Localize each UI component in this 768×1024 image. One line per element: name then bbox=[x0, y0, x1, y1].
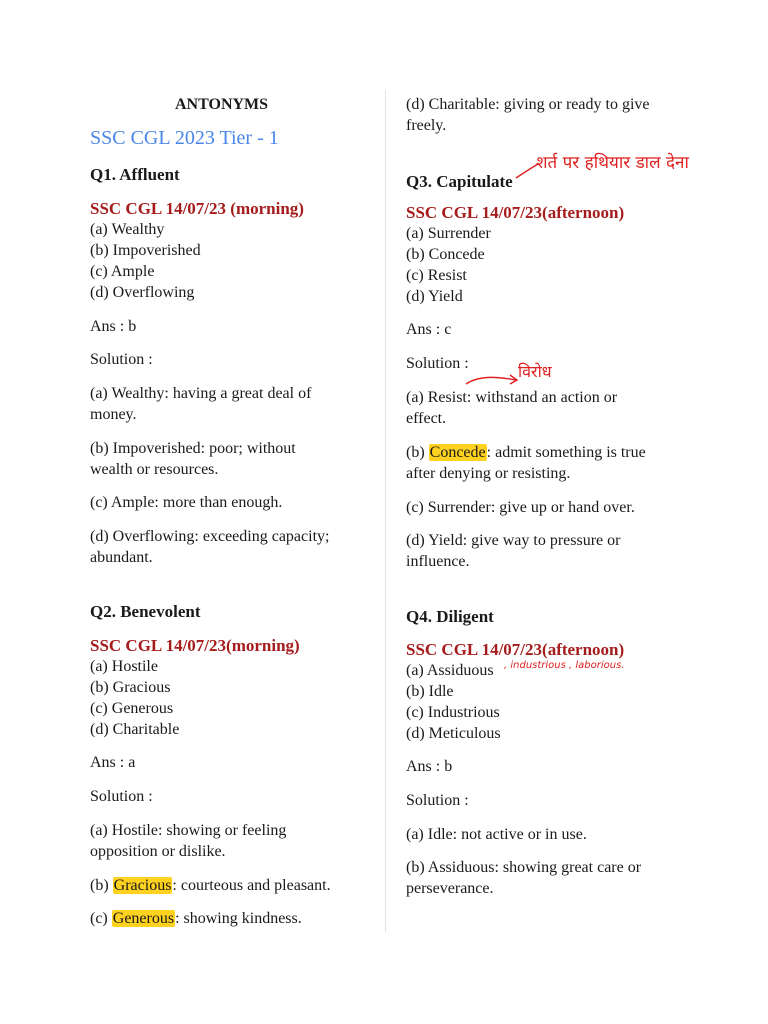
q1-solution-label: Solution : bbox=[90, 351, 153, 368]
q3-solution-d-cont: influence. bbox=[406, 553, 470, 570]
q4-heading: Q4. Diligent bbox=[406, 607, 494, 626]
q3-solution-d: (d) Yield: give way to pressure or bbox=[406, 532, 621, 549]
q1-solution-c: (c) Ample: more than enough. bbox=[90, 494, 283, 511]
q2-solution-a: (a) Hostile: showing or feeling bbox=[90, 822, 287, 839]
handwritten-arrow-icon bbox=[464, 368, 522, 388]
q4-answer: Ans : b bbox=[406, 758, 453, 775]
q4-source: SSC CGL 14/07/23(afternoon) bbox=[406, 640, 625, 659]
q4-option-b: (b) Idle bbox=[406, 683, 454, 700]
q2-option-b: (b) Gracious bbox=[90, 679, 171, 696]
q2-solution-b bbox=[90, 875, 331, 896]
q2-solution-d-cont: freely. bbox=[406, 117, 447, 134]
highlight-generous: Generous bbox=[112, 910, 175, 927]
q2-option-c: (c) Generous bbox=[90, 700, 174, 717]
highlight-gracious: Gracious bbox=[113, 877, 172, 894]
q4-option-a: (a) Assiduous bbox=[406, 662, 494, 679]
q4-solution-b-cont: perseverance. bbox=[406, 880, 494, 897]
q2-solution-c-prefix: (c) bbox=[90, 910, 112, 927]
q4-solution-label: Solution : bbox=[406, 792, 469, 809]
q1-solution-a: (a) Wealthy: having a great deal of bbox=[90, 385, 312, 402]
q1-solution-b: (b) Impoverished: poor; without bbox=[90, 440, 296, 457]
q2-solution-b-text: : courteous and pleasant. bbox=[172, 877, 331, 894]
q1-option-b: (b) Impoverished bbox=[90, 242, 201, 259]
q2-answer: Ans : a bbox=[90, 754, 136, 771]
q3-option-a: (a) Surrender bbox=[406, 225, 491, 242]
highlight-concede: Concede bbox=[429, 444, 486, 461]
q1-solution-b-cont: wealth or resources. bbox=[90, 461, 219, 478]
q1-option-d: (d) Overflowing bbox=[90, 284, 195, 301]
q1-heading: Q1. Affluent bbox=[90, 165, 180, 184]
q1-option-a: (a) Wealthy bbox=[90, 221, 165, 238]
q4-assiduous-note: , industrious , laborious. bbox=[504, 660, 625, 671]
q1-solution-d: (d) Overflowing: exceeding capacity; bbox=[90, 528, 330, 545]
q3-handwritten-note: शर्त पर हथियार डाल देना bbox=[536, 153, 689, 173]
q1-source: SSC CGL 14/07/23 (morning) bbox=[90, 199, 304, 218]
q3-option-d: (d) Yield bbox=[406, 288, 463, 305]
q4-option-d: (d) Meticulous bbox=[406, 725, 501, 742]
q3-answer: Ans : c bbox=[406, 321, 452, 338]
q4-option-c: (c) Industrious bbox=[406, 704, 500, 721]
q3-solution-b-cont: after denying or resisting. bbox=[406, 465, 571, 482]
column-divider bbox=[385, 90, 386, 932]
q2-option-d: (d) Charitable bbox=[90, 721, 180, 738]
q1-solution-a-cont: money. bbox=[90, 406, 137, 423]
q1-answer: Ans : b bbox=[90, 318, 137, 335]
q3-source: SSC CGL 14/07/23(afternoon) bbox=[406, 203, 625, 222]
exam-subject-heading: SSC CGL 2023 Tier - 1 bbox=[90, 127, 279, 149]
q3-solution-c: (c) Surrender: give up or hand over. bbox=[406, 499, 635, 516]
q2-heading: Q2. Benevolent bbox=[90, 602, 201, 621]
q3-solution-a: (a) Resist: withstand an action or bbox=[406, 389, 618, 406]
q3-solution-a-cont: effect. bbox=[406, 410, 447, 427]
q2-source: SSC CGL 14/07/23(morning) bbox=[90, 636, 300, 655]
q2-option-a: (a) Hostile bbox=[90, 658, 158, 675]
page-title: ANTONYMS bbox=[175, 96, 269, 113]
q3-heading: Q3. Capitulate bbox=[406, 172, 513, 191]
q2-solution-d: (d) Charitable: giving or ready to give bbox=[406, 96, 650, 113]
q3-resist-note: विरोध bbox=[518, 362, 552, 381]
q2-solution-a-cont: opposition or dislike. bbox=[90, 843, 226, 860]
q3-option-c: (c) Resist bbox=[406, 267, 467, 284]
q1-solution-d-cont: abundant. bbox=[90, 549, 153, 566]
q4-solution-b: (b) Assiduous: showing great care or bbox=[406, 859, 642, 876]
q3-solution-b-prefix: (b) bbox=[406, 444, 429, 461]
q2-solution-c-text: : showing kindness. bbox=[175, 910, 302, 927]
q3-solution-b-text: : admit something is true bbox=[486, 444, 646, 461]
q2-solution-c bbox=[90, 908, 302, 929]
q3-option-b: (b) Concede bbox=[406, 246, 485, 263]
q2-solution-label: Solution : bbox=[90, 788, 153, 805]
q3-solution-b bbox=[406, 442, 646, 463]
q2-solution-b-prefix: (b) bbox=[90, 877, 113, 894]
q3-solution-label: Solution : bbox=[406, 355, 469, 372]
q4-solution-a: (a) Idle: not active or in use. bbox=[406, 826, 587, 843]
q1-option-c: (c) Ample bbox=[90, 263, 155, 280]
